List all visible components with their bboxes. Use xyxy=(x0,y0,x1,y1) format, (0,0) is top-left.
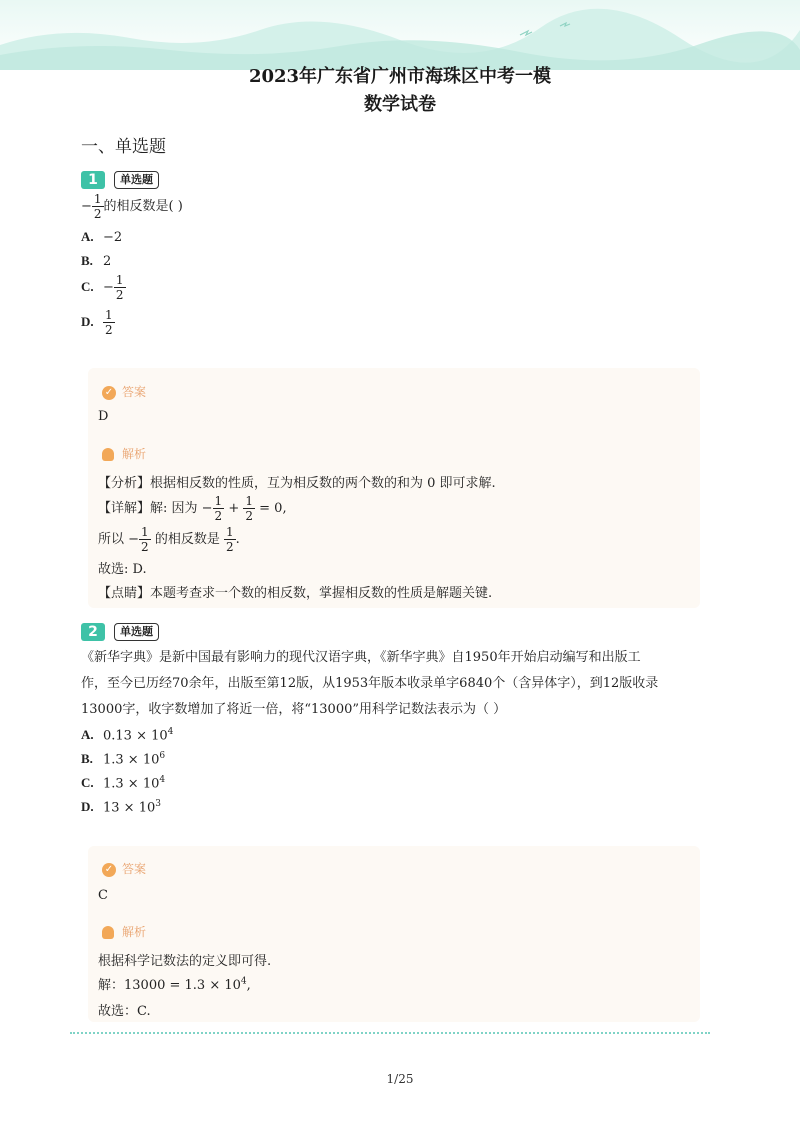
answer-panel xyxy=(88,846,700,1022)
analysis-line: 故选: D. xyxy=(98,562,147,577)
question-type-tag: 单选题 xyxy=(114,623,159,641)
section-title: 一、单选题 xyxy=(81,137,166,157)
option-c[interactable]: C. $1.3 \times 10^4$ xyxy=(81,775,166,792)
lightbulb-icon xyxy=(102,926,114,939)
answer-value: D xyxy=(98,409,109,424)
option-d[interactable]: D. $13 \times 10^3$ xyxy=(81,799,161,816)
answer-value: C xyxy=(98,888,108,903)
doc-title-line1: 2023年广东省广州市海珠区中考一模 xyxy=(248,66,552,87)
question-stem-line: 13000字，收字数增加了将近一倍，将“13000”用科学记数法表示为（ ） xyxy=(81,702,507,717)
answer-header: ✓ 答案 xyxy=(102,383,146,400)
question-number: 1 xyxy=(81,171,105,189)
analysis-line: 所以 − $\frac{1}{2}$ 的相反数是 $\frac{1}{2}$ . xyxy=(98,525,240,554)
question-stem-line: 《新华字典》是新中国最有影响力的现代汉语字典，《新华字典》自1950年开始启动编写和出版工 xyxy=(81,650,641,665)
option-b[interactable]: B. $1.3 \times 10^6$ xyxy=(81,751,166,768)
option-d[interactable]: D. $\frac{1}{2}$ xyxy=(81,308,113,337)
analysis-header: 解析 xyxy=(102,445,146,462)
option-c[interactable]: C. − $\frac{1}{2}$ xyxy=(81,273,124,302)
check-icon: ✓ xyxy=(102,386,116,400)
header-banner xyxy=(0,0,800,70)
analysis-line: 解：$13000 = 1.3 \times 10^4$, xyxy=(98,976,251,993)
divider xyxy=(70,1032,710,1034)
option-b[interactable]: B. 2 xyxy=(81,253,112,269)
doc-title-line2: 数学试卷 xyxy=(364,94,436,115)
analysis-header: 解析 xyxy=(102,923,146,940)
check-icon: ✓ xyxy=(102,863,116,877)
question-stem-line: 作，至今已历经70余年，出版至第12版，从1953年版本收录单字6840个（含异体字），到12版收录 xyxy=(81,676,659,691)
answer-header: ✓ 答案 xyxy=(102,860,146,877)
page-number: 1/25 xyxy=(386,1072,414,1086)
lightbulb-icon xyxy=(102,448,114,461)
analysis-line: 【详解】解: 因为 − $\frac{1}{2}$ + $\frac{1}{2}$ = 0, xyxy=(98,494,287,523)
option-a[interactable]: A. −2 xyxy=(81,229,123,245)
answer-panel xyxy=(88,368,700,608)
analysis-line: 根据科学记数法的定义即可得. xyxy=(98,954,272,969)
analysis-line: 【点睛】本题考查求一个数的相反数，掌握相反数的性质是解题关键. xyxy=(98,586,493,601)
analysis-line: 故选：C. xyxy=(98,1004,151,1019)
fraction: $\frac{1}{2}$ xyxy=(93,192,102,221)
analysis-line: 【分析】根据相反数的性质，互为相反数的两个数的和为 0 即可求解. xyxy=(98,476,496,491)
question-number: 2 xyxy=(81,623,105,641)
question-type-tag: 单选题 xyxy=(114,171,159,189)
question-stem: − $\frac{1}{2}$ 的相反数是( ) xyxy=(81,192,183,221)
option-a[interactable]: A. $0.13 \times 10^4$ xyxy=(81,727,174,744)
